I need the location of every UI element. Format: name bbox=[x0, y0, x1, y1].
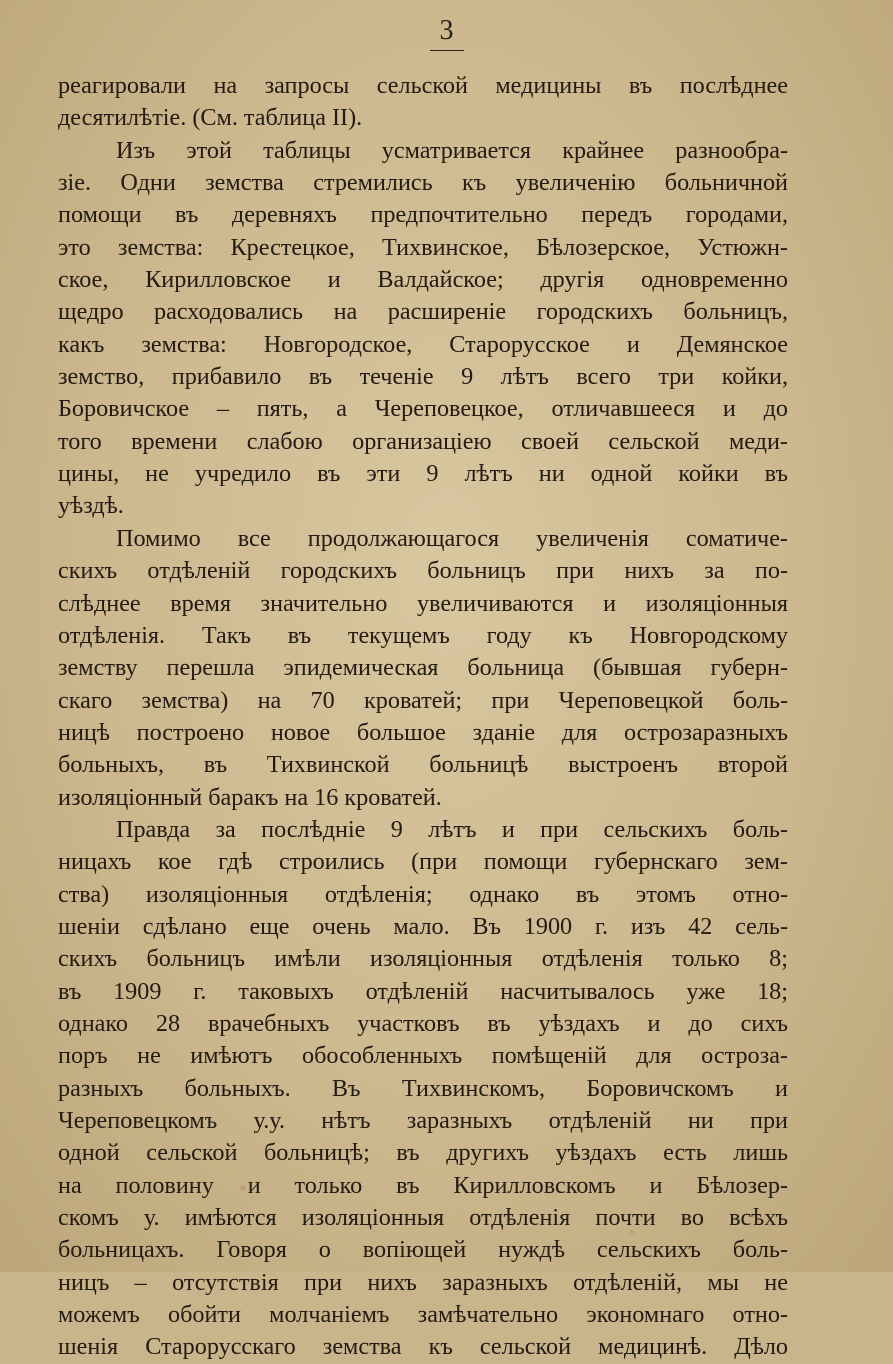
text-line: уѣздѣ. bbox=[58, 492, 124, 520]
text-line: можемъ обойти молчаніемъ замѣчательно экономнаго отно- bbox=[58, 1301, 788, 1329]
text-line: скомъ у. имѣются изоляціонныя отдѣленія почти во всѣхъ bbox=[58, 1204, 788, 1232]
text-line: однако 28 врачебныхъ участковъ въ уѣздахъ и до сихъ bbox=[58, 1009, 788, 1037]
paragraph-3 bbox=[58, 523, 788, 814]
text-line: въ 1909 г. таковыхъ отдѣленій насчитывалось уже 18; bbox=[58, 977, 788, 1005]
text-line: Помимо все продолжающагося увеличенія соматиче- bbox=[116, 524, 788, 552]
text-line: цины, не учредило въ эти 9 лѣтъ ни одной койки въ bbox=[58, 460, 788, 488]
text-line: ское, Кирилловское и Валдайское; другія одновременно bbox=[58, 266, 788, 294]
text-line: ницахъ кое гдѣ строились (при помощи губернскаго зем- bbox=[58, 848, 788, 876]
text-line: Правда за послѣдніе 9 лѣтъ и при сельскихъ боль- bbox=[116, 815, 788, 843]
text-line: шенія Старорусскаго земства къ сельской медицинѣ. Дѣло bbox=[58, 1333, 788, 1361]
text-line: щедро расходовались на расширеніе городскихъ больницъ, bbox=[58, 298, 788, 326]
text-line: одной сельской больницѣ; въ другихъ уѣздахъ есть лишь bbox=[58, 1139, 788, 1167]
text-line: ницъ – отсутствія при нихъ заразныхъ отдѣленій, мы не bbox=[58, 1268, 788, 1296]
text-line: отдѣленія. Такъ въ текущемъ году къ Новгородскому bbox=[58, 621, 788, 649]
text-line: десятилѣтіе. (См. таблица II). bbox=[58, 104, 363, 132]
text-line: скихъ отдѣленій городскихъ больницъ при нихъ за по- bbox=[58, 557, 788, 585]
text-line: поръ не имѣютъ обособленныхъ помѣщеній для остроза- bbox=[58, 1042, 788, 1070]
text-line: изоляціонный баракъ на 16 кроватей. bbox=[58, 783, 442, 811]
text-line: какъ земства: Новгородское, Старорусское и Демянское bbox=[58, 330, 788, 358]
text-line: зіе. Одни земства стремились къ увеличенію больничной bbox=[58, 169, 788, 197]
text-line: ницѣ построено новое большое зданіе для острозаразныхъ bbox=[58, 718, 788, 746]
text-line: Череповецкомъ у.у. нѣтъ заразныхъ отдѣленій ни при bbox=[58, 1107, 788, 1134]
text-line: ства) изоляціонныя отдѣленія; однако въ этомъ отно- bbox=[58, 880, 788, 908]
page-number bbox=[0, 14, 893, 51]
page-number-text: 3 bbox=[430, 14, 464, 51]
text-line: на половину и только въ Кирилловскомъ и Бѣлозер- bbox=[58, 1171, 788, 1199]
text-line: больныхъ, въ Тихвинской больницѣ выстроенъ второй bbox=[58, 751, 788, 779]
text-line: Изъ этой таблицы усматривается крайнее разнообра- bbox=[116, 136, 788, 164]
paragraph-2 bbox=[58, 135, 788, 523]
text-line: слѣднее время значительно увеличиваются и изоляціонныя bbox=[58, 589, 788, 617]
text-line: Боровичское – пять, а Череповецкое, отличавшееся и до bbox=[58, 395, 788, 423]
text-line: это земства: Крестецкое, Тихвинское, Бѣлозерское, Устюжн- bbox=[58, 233, 788, 261]
paragraph-4 bbox=[58, 814, 788, 1364]
text-line: помощи въ деревняхъ предпочтительно передъ городами, bbox=[58, 201, 788, 229]
paragraph-1 bbox=[58, 70, 788, 135]
text-line: реагировали на запросы сельской медицины въ послѣднее bbox=[58, 72, 788, 99]
body-text bbox=[58, 70, 788, 1364]
text-line: земство, прибавило въ теченіе 9 лѣтъ всего три койки, bbox=[58, 363, 788, 391]
text-line: того времени слабою организаціею своей сельской меди- bbox=[58, 427, 788, 455]
text-line: шеніи сдѣлано еще очень мало. Въ 1900 г. изъ 42 сель- bbox=[58, 912, 788, 940]
text-line: скаго земства) на 70 кроватей; при Череповецкой боль- bbox=[58, 686, 788, 714]
text-line: скихъ больницъ имѣли изоляціонныя отдѣленія только 8; bbox=[58, 945, 788, 973]
text-line: больницахъ. Говоря о вопіющей нуждѣ сельскихъ боль- bbox=[58, 1236, 788, 1264]
text-line: разныхъ больныхъ. Въ Тихвинскомъ, Боровичскомъ и bbox=[58, 1074, 788, 1102]
text-line: земству перешла эпидемическая больница (бывшая губерн- bbox=[58, 654, 788, 682]
